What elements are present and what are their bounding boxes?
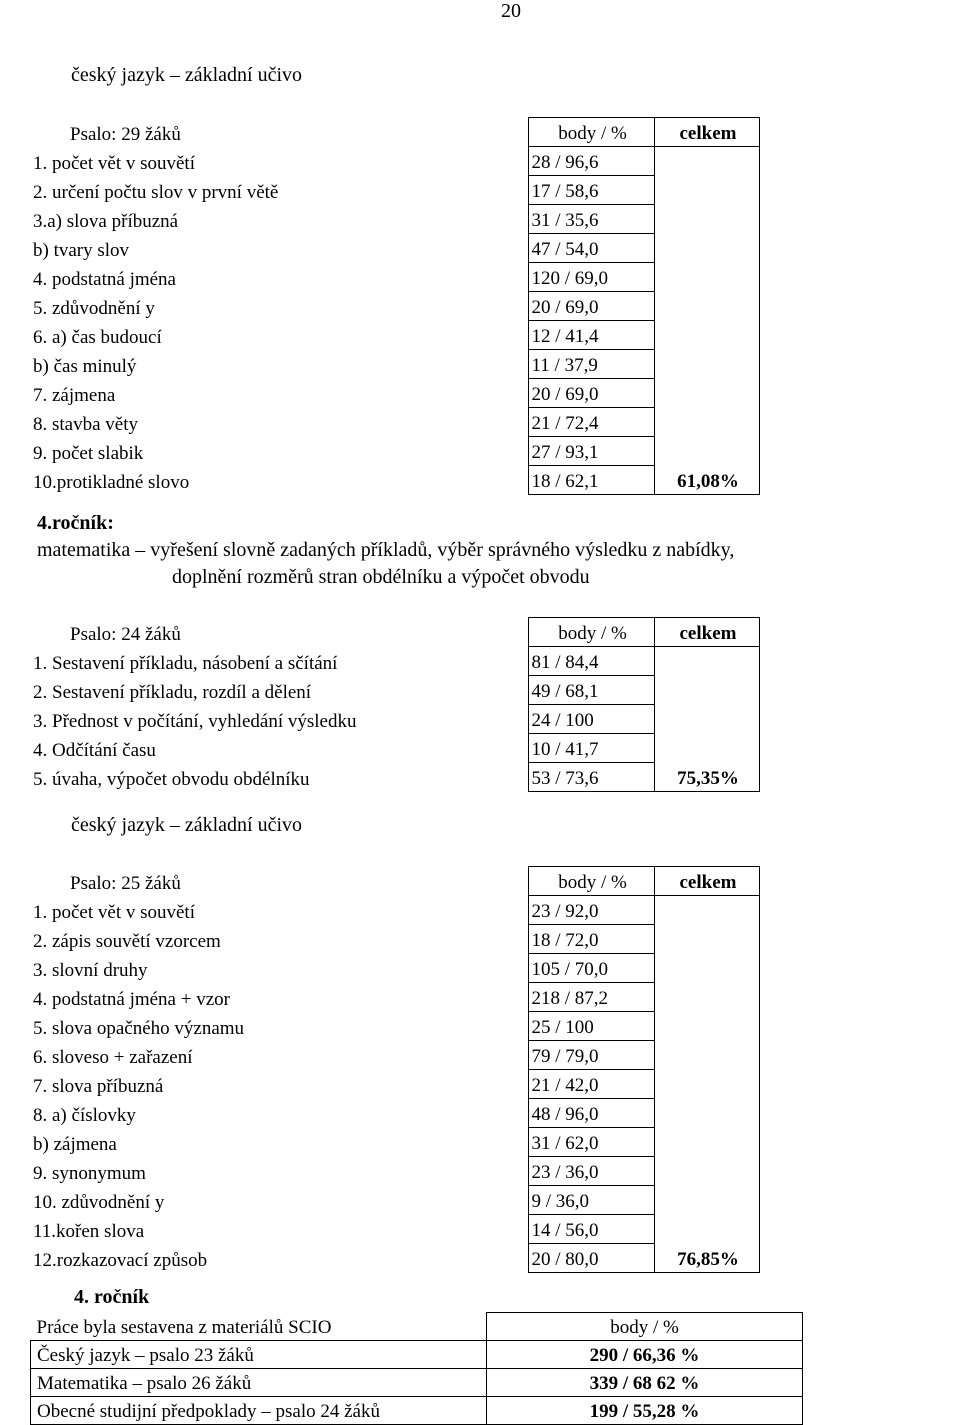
table-row [30,321,759,350]
table-row [31,1397,803,1425]
row-value: 81 / 84,4 [528,647,654,676]
row-label: b) čas minulý [33,355,137,377]
table-row [31,1341,803,1369]
row-label: 5. zdůvodnění y [33,297,155,319]
table-row [30,408,759,437]
row-label: 2. Sestavení příkladu, rozdíl a dělení [33,681,312,703]
section2-desc-line2: doplnění rozměrů stran obdélníku a výpočet obvodu [172,566,590,588]
row-value: 21 / 42,0 [528,1070,654,1099]
summary-header-col: body / % [487,1313,803,1341]
psalo-label: Psalo: 24 žáků [70,623,181,645]
table-row [30,705,759,734]
section4-grade: 4. ročník [74,1286,150,1308]
table-row [30,896,759,925]
row-label: 12.rozkazovací způsob [33,1249,208,1271]
row-value: 48 / 96,0 [528,1099,654,1128]
row-value: 31 / 35,6 [528,205,654,234]
row-label: 3. Přednost v počítání, vyhledání výsledku [33,710,357,732]
summary-row-value: 290 / 66,36 % [487,1341,803,1369]
table-row [30,1244,759,1273]
row-label: 1. Sestavení příkladu, násobení a sčítání [33,652,338,674]
section3-title: český jazyk – základní učivo [71,814,303,836]
row-label: 7. slova příbuzná [33,1075,164,1097]
row-value: 23 / 92,0 [528,896,654,925]
row-value: 79 / 79,0 [528,1041,654,1070]
table-row [30,647,759,676]
table-row [31,1313,803,1341]
table-row [30,205,759,234]
table-row [30,1128,759,1157]
table-row [30,763,759,792]
row-value: 31 / 62,0 [528,1128,654,1157]
section2-grade: 4.ročník: [37,512,114,534]
row-value: 120 / 69,0 [528,263,654,292]
row-label: 9. synonymum [33,1162,146,1184]
row-label: 1. počet vět v souvětí [33,152,195,174]
column-header-points: body / % [528,618,654,647]
row-value: 20 / 69,0 [528,379,654,408]
table-row [30,1099,759,1128]
table-row [31,1369,803,1397]
row-value: 17 / 58,6 [528,176,654,205]
row-label: 10. zdůvodnění y [33,1191,165,1213]
section2-table [30,617,760,792]
summary-row-label: Matematika – psalo 26 žáků [31,1369,487,1397]
row-value: 21 / 72,4 [528,408,654,437]
row-value: 28 / 96,6 [528,147,654,176]
row-label: 8. stavba věty [33,413,139,435]
summary-row-label: Obecné studijní předpoklady – psalo 24 žáků [31,1397,487,1425]
row-label: 4. Odčítání času [33,739,156,761]
table-row [30,147,759,176]
table-row [30,676,759,705]
table-row [30,983,759,1012]
row-label: 11.kořen slova [33,1220,145,1242]
row-value: 47 / 54,0 [528,234,654,263]
row-label: 4. podstatná jména + vzor [33,988,230,1010]
table-row [30,734,759,763]
table-row [30,263,759,292]
total-percentage: 61,08% [654,147,759,495]
column-header-points: body / % [528,118,654,147]
column-header-total: celkem [654,118,759,147]
row-value: 20 / 80,0 [528,1244,654,1273]
row-value: 23 / 36,0 [528,1157,654,1186]
row-label: 9. počet slabik [33,442,144,464]
total-percentage: 75,35% [654,647,759,792]
table-row [30,1070,759,1099]
table-row [30,350,759,379]
row-value: 18 / 62,1 [528,466,654,495]
psalo-label: Psalo: 25 žáků [70,872,181,894]
row-label: 3.a) slova příbuzná [33,210,179,232]
row-label: b) tvary slov [33,239,130,261]
total-percentage: 76,85% [654,896,759,1273]
table-header-row [30,867,759,896]
row-label: 5. slova opačného významu [33,1017,245,1039]
table-row [30,176,759,205]
table-row [30,379,759,408]
column-header-total: celkem [654,867,759,896]
table-row [30,234,759,263]
summary-header-label: Práce byla sestavena z materiálů SCIO [31,1313,487,1341]
row-label: 10.protikladné slovo [33,471,190,493]
row-label: 1. počet vět v souvětí [33,901,195,923]
row-label: 3. slovní druhy [33,959,148,981]
column-header-total: celkem [654,618,759,647]
row-value: 24 / 100 [528,705,654,734]
row-value: 18 / 72,0 [528,925,654,954]
table-row [30,292,759,321]
table-row [30,1012,759,1041]
summary-row-label: Český jazyk – psalo 23 žáků [31,1341,487,1369]
table-row [30,1157,759,1186]
summary-row-value: 339 / 68 62 % [487,1369,803,1397]
row-value: 11 / 37,9 [528,350,654,379]
table-row [30,1215,759,1244]
row-value: 9 / 36,0 [528,1186,654,1215]
section1-table [30,117,760,495]
row-value: 27 / 93,1 [528,437,654,466]
row-label: 6. a) čas budoucí [33,326,162,348]
row-label: 7. zájmena [33,384,116,406]
summary-row-value: 199 / 55,28 % [487,1397,803,1425]
section2-desc-line1: matematika – vyřešení slovně zadaných příkladů, výběr správného výsledku z nabídky, [37,539,735,561]
row-label: 4. podstatná jména [33,268,176,290]
row-value: 20 / 69,0 [528,292,654,321]
row-value: 10 / 41,7 [528,734,654,763]
table-header-row [30,618,759,647]
column-header-points: body / % [528,867,654,896]
row-value: 49 / 68,1 [528,676,654,705]
row-value: 218 / 87,2 [528,983,654,1012]
row-value: 105 / 70,0 [528,954,654,983]
table-header-row [30,118,759,147]
row-value: 53 / 73,6 [528,763,654,792]
row-label: 5. úvaha, výpočet obvodu obdélníku [33,768,310,790]
row-value: 25 / 100 [528,1012,654,1041]
psalo-label: Psalo: 29 žáků [70,123,181,145]
row-value: 14 / 56,0 [528,1215,654,1244]
table-row [30,925,759,954]
row-label: 2. zápis souvětí vzorcem [33,930,221,952]
row-label: 6. sloveso + zařazení [33,1046,193,1068]
section1-title: český jazyk – základní učivo [71,64,303,86]
row-label: 8. a) číslovky [33,1104,136,1126]
table-row [30,954,759,983]
row-value: 12 / 41,4 [528,321,654,350]
section4-table [30,1312,803,1425]
table-row [30,1041,759,1070]
row-label: b) zájmena [33,1133,117,1155]
row-label: 2. určení počtu slov v první větě [33,181,279,203]
table-row [30,466,759,495]
page-number: 20 [501,0,521,22]
section3-table [30,866,760,1273]
table-row [30,437,759,466]
table-row [30,1186,759,1215]
